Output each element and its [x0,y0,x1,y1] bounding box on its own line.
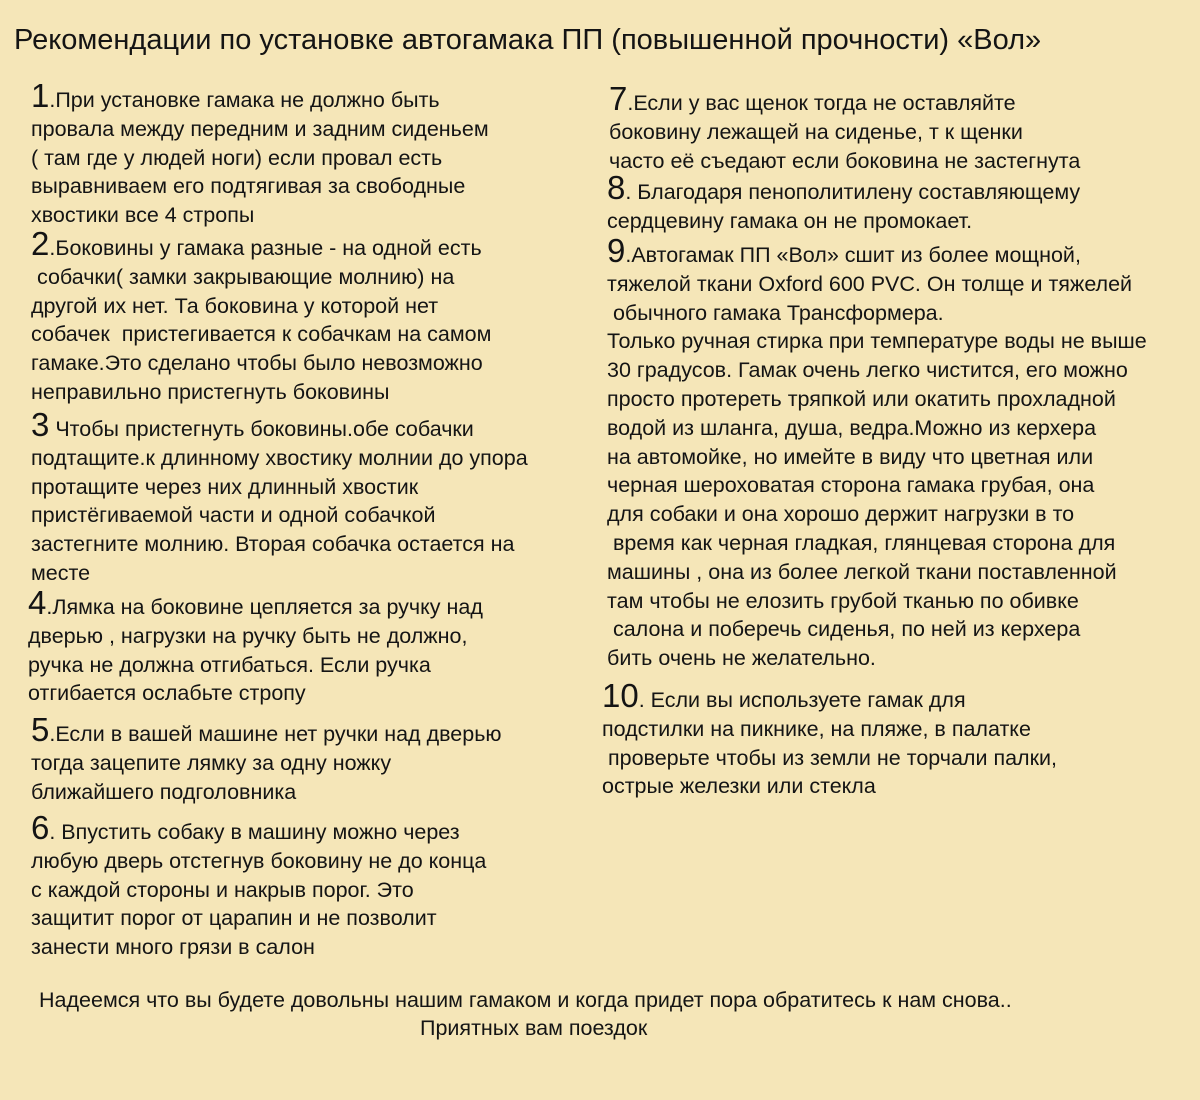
instruction-text: . Благодаря пенополитилену составляющему [625,180,1081,204]
instruction-line: бить очень не желательно. [607,646,876,671]
instruction-line: сердцевину гамака он не промокает. [607,208,973,233]
instruction-line: хвостики все 4 стропы [31,203,255,228]
instruction-text: .Если у вас щенок тогда не оставляйте [627,91,1016,115]
instruction-line: месте [31,560,91,585]
instruction-number: 7 [609,80,628,117]
instruction-item-5 [31,711,502,806]
instruction-item-3 [31,406,528,588]
instruction-line: с каждой стороны и накрыв порог. Это [31,877,414,902]
instruction-item-8-first-line [607,169,1081,207]
instruction-text: .Боковины у гамака разные - на одной есть [49,236,482,260]
page-title: Рекомендации по установке автогамака ПП (повышенной прочности) «Вол» [14,24,1042,56]
instruction-line: другой их нет. Та боковина у которой нет [31,293,439,318]
instruction-line: на автомойке, но имейте в виду что цветная или [607,444,1094,469]
instruction-number: 4 [28,584,47,621]
instruction-number: 2 [31,225,50,262]
instruction-item-2 [31,225,492,407]
instruction-item-10 [602,677,1057,801]
instruction-line: собачек пристегивается к собачкам на самом [31,322,492,347]
instruction-line: протащите через них длинный хвостик [31,474,419,499]
instruction-number: 5 [31,711,50,748]
instruction-text: .Если в вашей машине нет ручки над дверью [49,722,502,746]
instruction-line: часто её съедают если боковина не застегнута [609,148,1081,173]
instruction-line: защитит порог от царапин и не позволит [31,906,437,931]
instruction-line: водой из шланга, душа, ведра.Можно из керхера [607,415,1097,440]
instruction-item-9-first-line [607,237,1200,270]
instruction-text: .При установке гамака не должно быть [49,88,440,112]
instruction-item-7 [609,80,1081,175]
instruction-line: занести много грязи в салон [31,935,315,960]
instruction-item-8 [607,169,1081,236]
instruction-number: 6 [31,809,50,846]
instruction-item-7-first-line [609,80,1080,118]
instruction-line: время как черная гладкая, глянцевая сторона для [607,530,1116,555]
instruction-line: неправильно пристегнуть боковины [31,379,390,404]
instruction-number: 10 [602,677,639,714]
instruction-text: .Лямка на боковине цепляется за ручку над [46,595,483,619]
instruction-item-4 [28,584,483,708]
instruction-line: проверьте чтобы из земли не торчали палки, [602,745,1057,770]
instruction-line: собачки( замки закрывающие молнию) на [31,264,455,289]
instruction-line: застегните молнию. Вторая собачка остается на [31,532,515,557]
instruction-item-2-first-line [31,225,491,263]
instruction-line: обычного гамака Трансформера. [607,300,944,325]
instruction-line: провала между передним и задним сиденьем [31,116,489,141]
instruction-item-6 [31,809,487,962]
instruction-line: выравниваем его подтягивая за свободные [31,174,466,199]
instruction-line: ( там где у людей ноги) если провал есть [31,145,443,170]
instruction-text: .Автогамак ПП «Вол» сшит из более мощной, [625,243,1081,267]
instruction-item-3-first-line [31,406,528,444]
instruction-item-6-first-line [31,809,486,847]
instruction-text: Чтобы пристегнуть боковины.обе собачки [49,417,474,441]
instruction-number: 9 [607,237,626,269]
instruction-line: подстилки на пикнике, на пляже, в палатке [602,716,1031,741]
instruction-line: подтащите.к длинному хвостику молнии до упора [31,445,528,470]
instruction-line: отгибается ослабьте стропу [28,681,306,706]
instruction-line: для собаки и она хорошо держит нагрузки в то [607,502,1075,527]
footer-closing-line: Надеемся что вы будете довольны нашим гамаком и когда придет пора обратитесь к нам снова.. [39,988,1012,1012]
instruction-line: любую дверь отстегнув боковину не до конца [31,848,487,873]
instruction-text: . Впустить собаку в машину можно через [49,820,460,844]
instruction-line: гамаке.Это сделано чтобы было невозможно [31,351,483,376]
instruction-number: 3 [31,406,50,443]
instruction-item-5-first-line [31,711,502,749]
instruction-line: ручка не должна отгибаться. Если ручка [28,652,431,677]
instruction-line: боковину лежащей на сиденье, т к щенки [609,119,1023,144]
instruction-line: тяжелой ткани Oxford 600 PVC. Он толще и тяжелей [607,271,1133,296]
instruction-line: салона и поберечь сиденья, по ней из керхера [607,617,1081,642]
instruction-item-4-first-line [28,584,483,622]
instruction-line: острые железки или стекла [602,774,876,799]
instruction-line: черная шероховатая сторона гамака грубая, она [607,473,1095,498]
instruction-line: ближайшего подголовника [31,779,297,804]
instruction-item-1 [31,77,489,230]
instruction-line: машины , она из более легкой ткани поставленной [607,559,1117,584]
instruction-item-9 [607,237,1200,673]
instruction-line: дверью , нагрузки на ручку быть не должно, [28,623,468,648]
instruction-line: 30 градусов. Гамак очень легко чистится, его можно [607,358,1128,383]
instruction-line: пристёгиваемой части и одной собачкой [31,503,436,528]
instruction-number: 1 [31,77,50,114]
instruction-text: . Если вы используете гамак для [638,688,966,712]
instruction-number: 8 [607,169,626,206]
footer-farewell-line: Приятных вам поездок [420,1016,648,1040]
instruction-line: Только ручная стирка при температуре воды не выше [607,329,1147,354]
instruction-line: просто протереть тряпкой или окатить прохладной [607,386,1116,411]
instruction-item-10-first-line [602,677,1057,715]
instruction-line: там чтобы не елозить грубой тканью по обивке [607,588,1079,613]
instruction-item-1-first-line [31,77,489,115]
instruction-line: тогда зацепите лямку за одну ножку [31,750,392,775]
